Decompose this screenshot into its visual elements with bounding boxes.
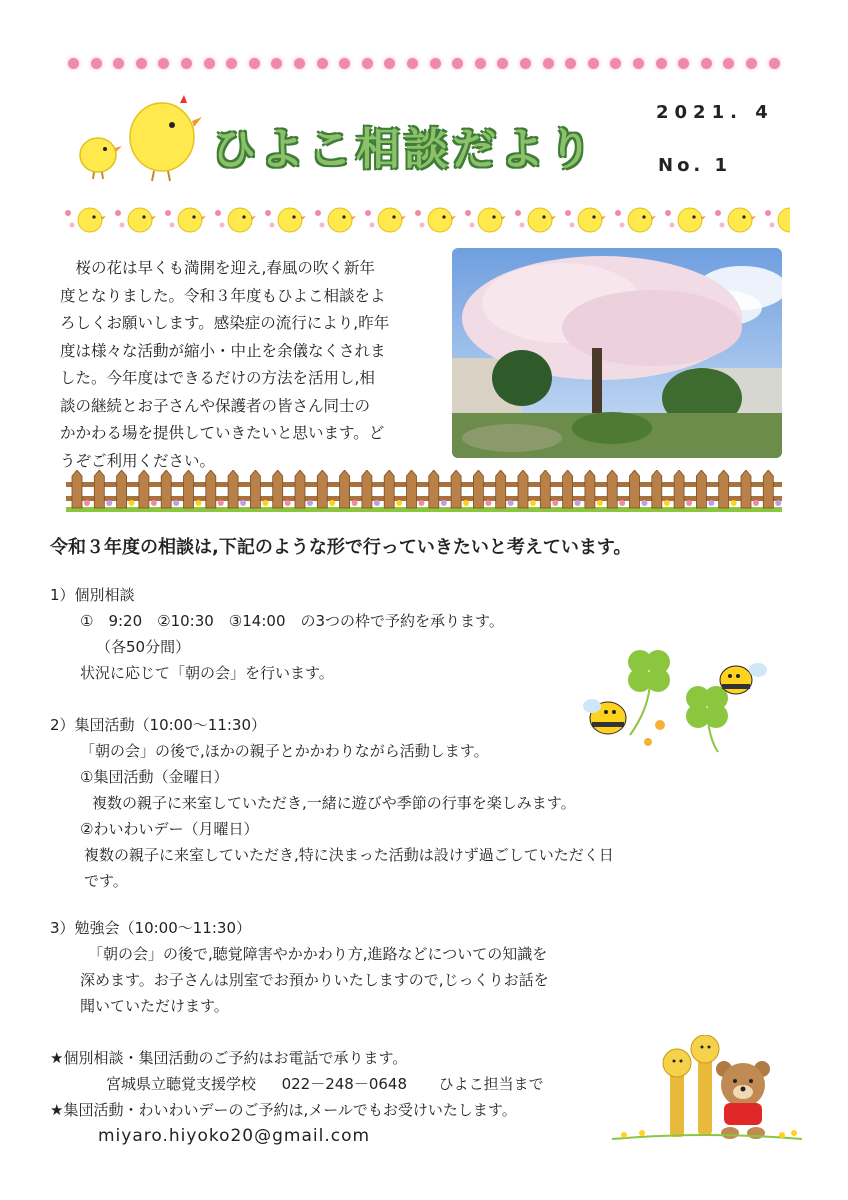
fence-post bbox=[295, 470, 313, 508]
pink-dot bbox=[407, 58, 418, 69]
intro-line: 談の継続とお子さんや保護者の皆さん同士の bbox=[60, 396, 371, 415]
fence-post bbox=[652, 470, 670, 508]
fence-post bbox=[696, 470, 714, 508]
section-heading: 3）勉強会（10:00～11:30） bbox=[50, 919, 251, 937]
chick-flower-border bbox=[50, 203, 790, 237]
fence-post bbox=[563, 470, 581, 508]
section-text: 複数の親子に来室していただき,特に決まった活動は設けず過ごしていただく日 bbox=[84, 846, 614, 864]
fence-post bbox=[384, 470, 402, 508]
bear-illustration bbox=[612, 1035, 802, 1145]
section-study bbox=[50, 915, 549, 1019]
fence-post bbox=[674, 470, 692, 508]
fence-post bbox=[407, 470, 425, 508]
pink-dot bbox=[181, 58, 192, 69]
fence-post bbox=[72, 470, 90, 508]
chick-icon bbox=[715, 208, 756, 232]
fence-post bbox=[719, 470, 737, 508]
issue-date: 2021. 4 bbox=[656, 102, 774, 123]
section-text: 「朝の会」の後で,ほかの親子とかかわりながら活動します。 bbox=[80, 742, 489, 760]
pink-dot bbox=[520, 58, 531, 69]
intro-line: かかわる場を提供していきたいと思います。ど bbox=[60, 424, 385, 442]
fence-post bbox=[362, 470, 380, 508]
section-group bbox=[50, 712, 614, 894]
pink-dot bbox=[633, 58, 644, 69]
fence-post bbox=[250, 470, 268, 508]
section-text: です。 bbox=[84, 872, 128, 890]
chick-icon bbox=[315, 208, 356, 232]
chick-icon bbox=[665, 208, 706, 232]
pink-dot bbox=[158, 58, 169, 69]
chick-icon bbox=[365, 208, 406, 232]
cherry-blossom-photo bbox=[452, 248, 782, 458]
chick-icon bbox=[465, 208, 506, 232]
intro-line: ろしくお願いします。感染症の流行により,昨年 bbox=[60, 314, 390, 332]
section-text: ① 9:20 ②10:30 ③14:00 の3つの枠で予約を承ります。 bbox=[80, 612, 504, 630]
section-heading: 2）集団活動（10:00～11:30） bbox=[50, 716, 266, 734]
intro-line: した。今年度はできるだけの方法を活用し,相 bbox=[60, 369, 375, 387]
reservation-notice bbox=[50, 1045, 544, 1149]
pink-dot bbox=[588, 58, 599, 69]
fence-post bbox=[607, 470, 625, 508]
pink-dot bbox=[271, 58, 282, 69]
fence-post bbox=[585, 470, 603, 508]
pink-dot bbox=[746, 58, 757, 69]
chick-icon bbox=[415, 208, 456, 232]
contact-line bbox=[50, 1071, 544, 1097]
newsletter-title: ひよこ相談だより bbox=[212, 124, 596, 175]
intro-line: 桜の花は早くも満開を迎え,春風の吹く新年 bbox=[60, 259, 375, 277]
pink-dot bbox=[294, 58, 305, 69]
section-text: 深めます。お子さんは別室でお預かりいたしますので,じっくりお話を bbox=[80, 971, 549, 989]
section-heading: 1）個別相談 bbox=[50, 586, 135, 604]
fence-post bbox=[451, 470, 469, 508]
fence-post bbox=[473, 470, 491, 508]
fence-post bbox=[161, 470, 179, 508]
fence-post bbox=[741, 470, 759, 508]
fence-post bbox=[340, 470, 358, 508]
contact-person: ひよこ担当まで bbox=[438, 1075, 544, 1093]
section-text: 「朝の会」の後で,聴覚障害やかかわり方,進路などについての知識を bbox=[88, 945, 548, 963]
fence-post bbox=[117, 470, 135, 508]
chick-icon bbox=[615, 208, 656, 232]
pink-dot bbox=[475, 58, 486, 69]
fence-post bbox=[429, 470, 447, 508]
chick-icon bbox=[265, 208, 306, 232]
fence-post bbox=[518, 470, 536, 508]
chick-icon bbox=[115, 208, 156, 232]
fence-flower-border bbox=[66, 470, 782, 514]
intro-line: 度となりました。令和３年度もひよこ相談をよ bbox=[60, 286, 386, 305]
fence-post bbox=[139, 470, 157, 508]
intro-line: 度は様々な活動が縮小・中止を余儀なくされま bbox=[60, 341, 386, 360]
pink-dot bbox=[656, 58, 667, 69]
chick-icon bbox=[215, 208, 256, 232]
fence-post bbox=[273, 470, 291, 508]
fence-post bbox=[540, 470, 558, 508]
pink-dot bbox=[136, 58, 147, 69]
pink-dot bbox=[723, 58, 734, 69]
pink-dot bbox=[769, 58, 780, 69]
pink-dot bbox=[384, 58, 395, 69]
section-individual bbox=[50, 582, 504, 686]
fence-post bbox=[763, 470, 781, 508]
section-text: 状況に応じて「朝の会」を行います。 bbox=[80, 664, 334, 682]
pink-dot bbox=[565, 58, 576, 69]
chick-icon bbox=[515, 208, 556, 232]
fence-post bbox=[228, 470, 246, 508]
pink-dot bbox=[678, 58, 689, 69]
pink-dot bbox=[204, 58, 215, 69]
pink-dot bbox=[339, 58, 350, 69]
intro-line: うぞご利用ください。 bbox=[60, 451, 216, 470]
section-text: （各50分間） bbox=[96, 638, 191, 656]
pink-dot bbox=[226, 58, 237, 69]
chick-icon bbox=[165, 208, 206, 232]
section-subheading: ①集団活動（金曜日） bbox=[80, 768, 229, 786]
chick-icon bbox=[765, 208, 790, 232]
pink-dot bbox=[68, 58, 79, 69]
phone-reservation-note: ★個別相談・集団活動のご予約はお電話で承ります。 bbox=[50, 1049, 408, 1067]
pink-dot bbox=[610, 58, 621, 69]
email-address[interactable]: miyaro.hiyoko20@gmail.com bbox=[98, 1126, 371, 1146]
issue-number: No. 1 bbox=[658, 155, 732, 176]
intro-text bbox=[60, 255, 448, 475]
section-text: 複数の親子に来室していただき,一緒に遊びや季節の行事を楽しみます。 bbox=[92, 794, 576, 812]
school-name: 宮城県立聴覚支援学校 bbox=[106, 1075, 257, 1093]
chick-icon bbox=[565, 208, 606, 232]
pink-dot bbox=[543, 58, 554, 69]
fence-post bbox=[206, 470, 224, 508]
pink-dot bbox=[317, 58, 328, 69]
pink-dot-border bbox=[68, 58, 788, 72]
chick-pair-illustration bbox=[72, 95, 202, 185]
pink-dot bbox=[113, 58, 124, 69]
phone-number: 022－248－0648 bbox=[281, 1075, 408, 1093]
lead-sentence: 令和３年度の相談は,下記のような形で行っていきたいと考えています。 bbox=[50, 537, 632, 558]
fence-post bbox=[184, 470, 202, 508]
pink-dot bbox=[701, 58, 712, 69]
fence-post bbox=[94, 470, 112, 508]
fence-post bbox=[630, 470, 648, 508]
pink-dot bbox=[91, 58, 102, 69]
pink-dot bbox=[452, 58, 463, 69]
section-subheading: ②わいわいデー（月曜日） bbox=[80, 820, 259, 838]
pink-dot bbox=[430, 58, 441, 69]
chick-icon bbox=[65, 208, 106, 232]
pink-dot bbox=[362, 58, 373, 69]
email-reservation-note: ★集団活動・わいわいデーのご予約は,メールでもお受けいたします。 bbox=[50, 1101, 517, 1119]
section-text: 聞いていただけます。 bbox=[80, 997, 229, 1015]
pink-dot bbox=[249, 58, 260, 69]
pink-dot bbox=[497, 58, 508, 69]
fence-post bbox=[317, 470, 335, 508]
fence-post bbox=[496, 470, 514, 508]
